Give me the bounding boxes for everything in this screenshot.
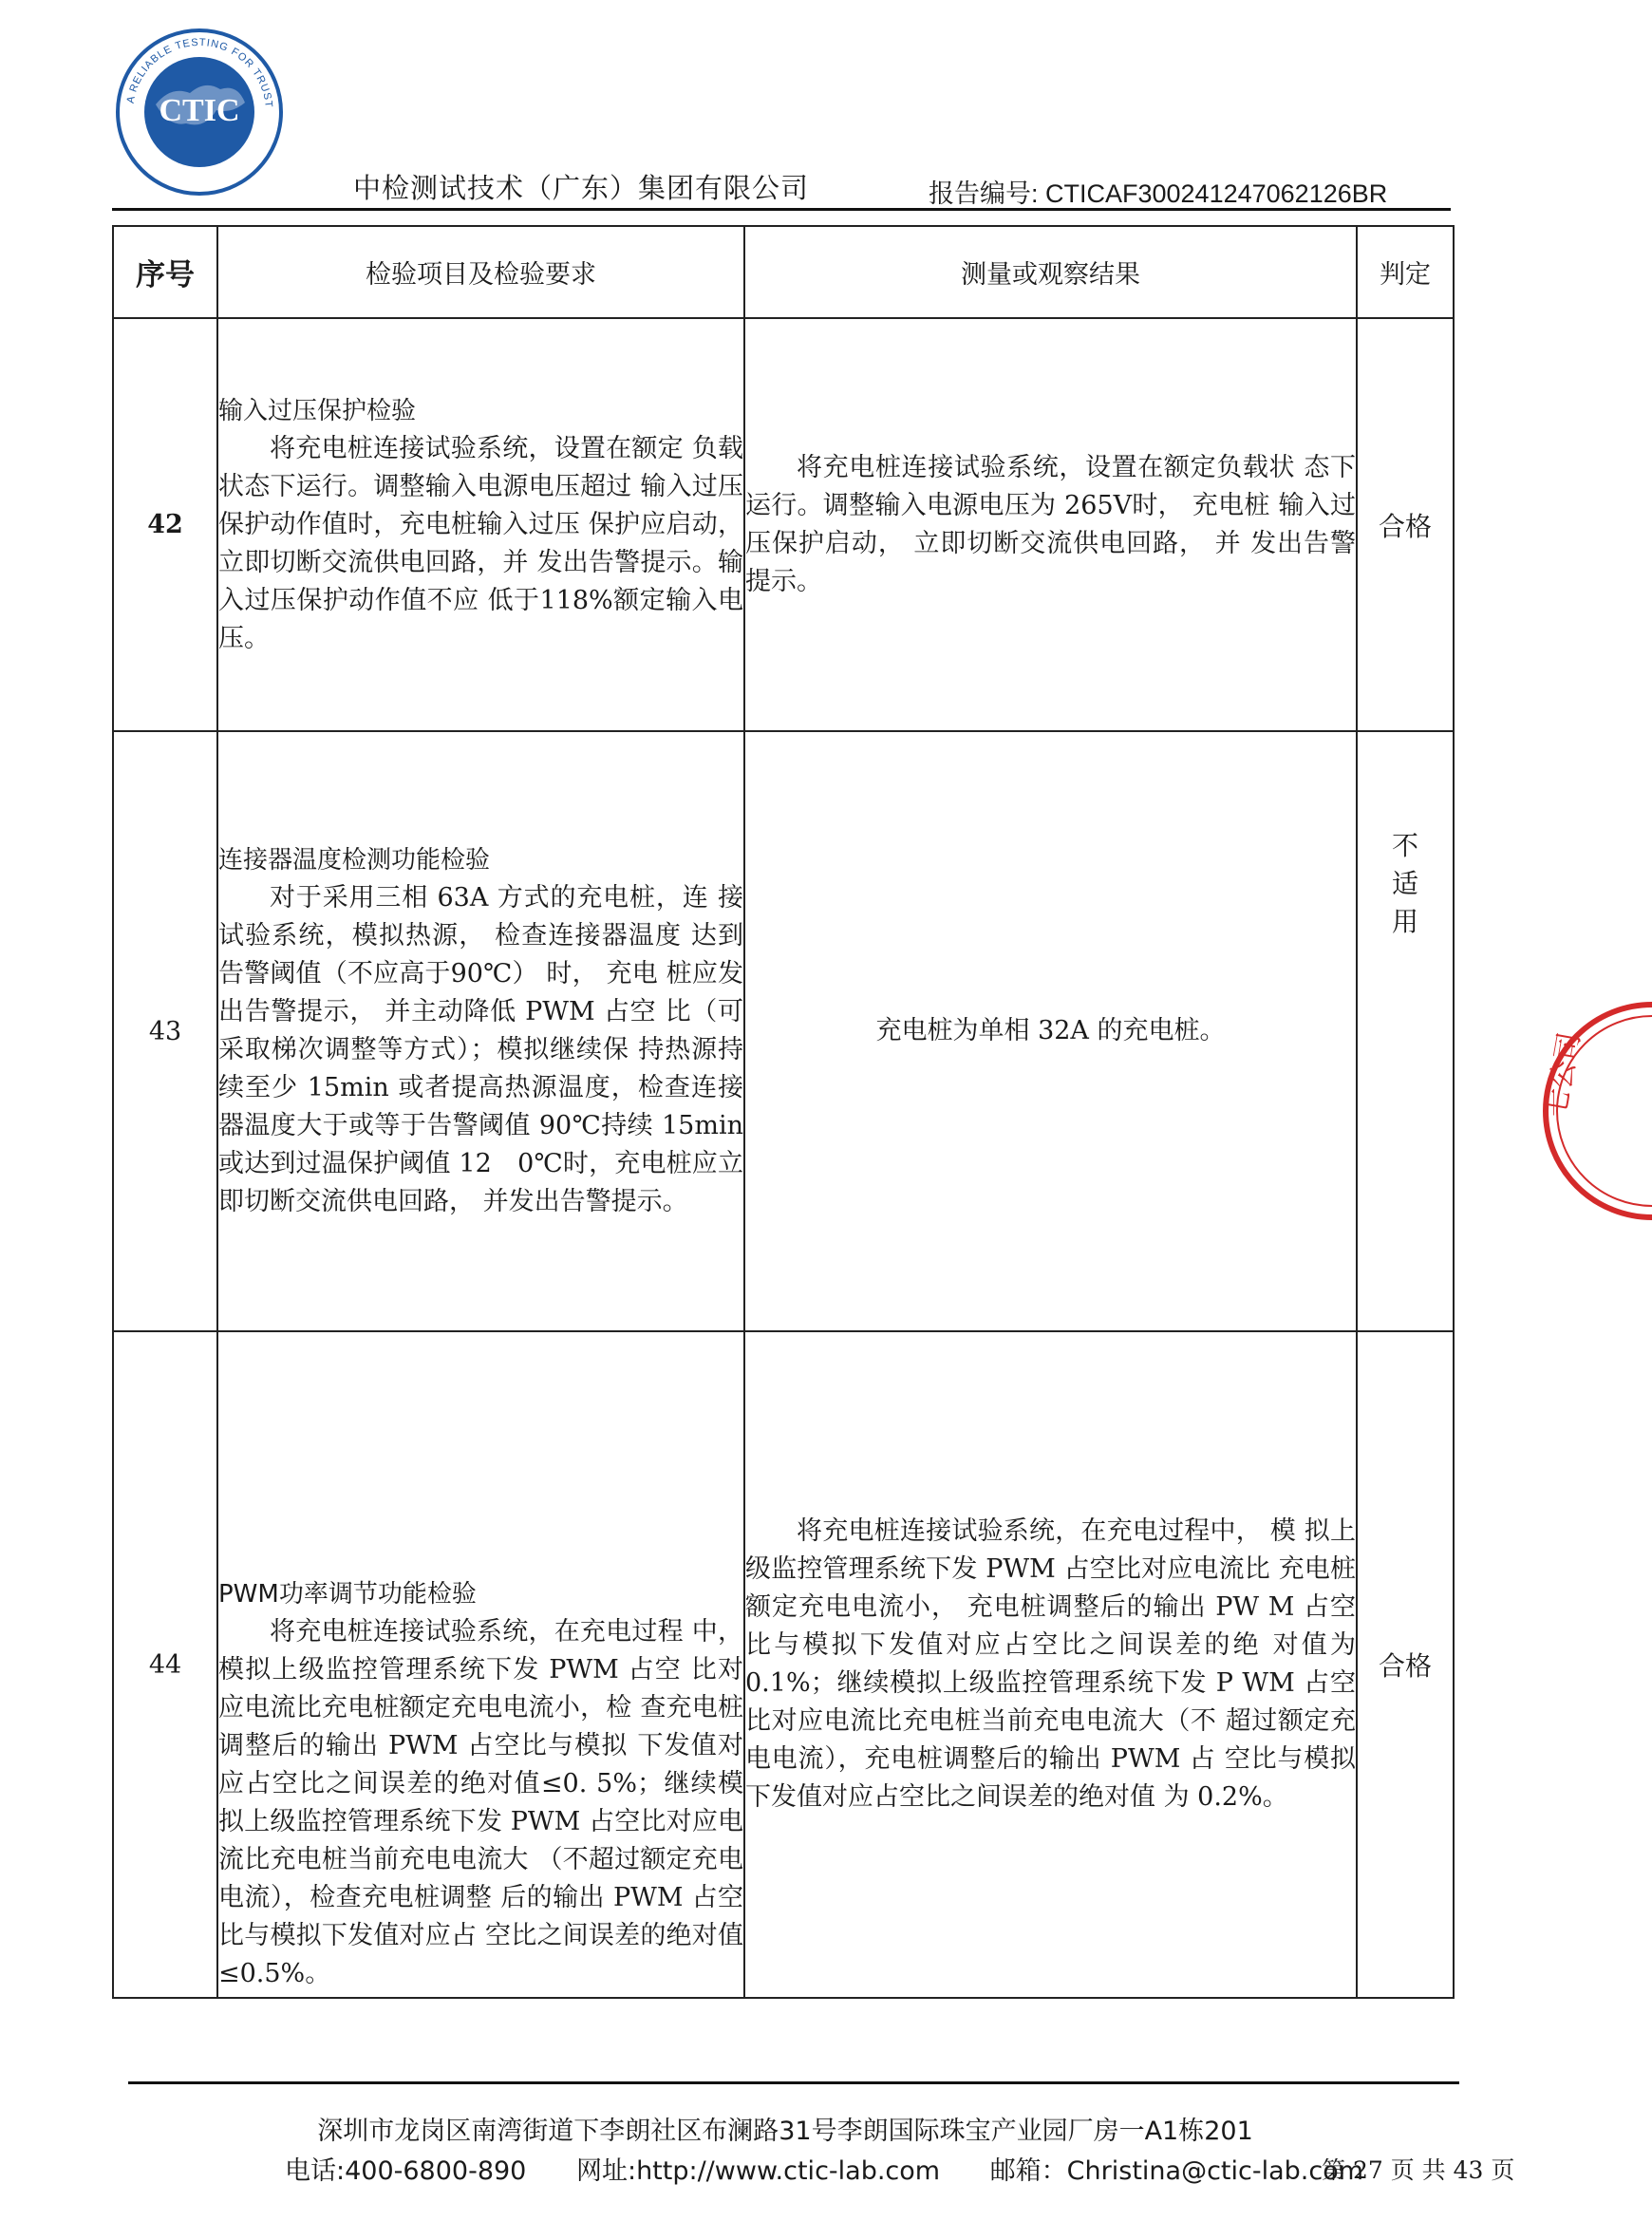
row-requirement <box>217 318 744 731</box>
table-row <box>113 731 1454 1331</box>
result-text: 将充电桩连接试验系统，设置在额定负载状 态下运行。调整输入电源电压为 265V时， 充电桩 输入过压保护启动， 立即切断交流供电回路， 并 发出告警提示。 <box>745 452 1356 596</box>
footer-website[interactable]: 网址:http://www.ctic-lab.com <box>575 2156 941 2186</box>
row-requirement <box>217 1331 744 1998</box>
requirement-text: 将充电桩连接试验系统，在充电过程 中，模拟上级监控管理系统下发 PWM 占空 比对应电流比充电桩额定充电电流小，检 查充电桩调整后的输出 PWM 占空比与模拟 下发值对应占空比之间误差的绝对值≤0. 5%；继续模拟上级监控管理系统下发 PWM 占空比对应电流比充电桩当前充电电流大 （不超过额定充电电流），检查充电桩调整 后的输出 PWM 占空比与模拟下发值对应占 空比之间误差的绝对值≤0.5%。 <box>218 1617 743 1988</box>
verdict-text: 不适用 <box>1391 830 1418 937</box>
header-verdict: 判定 <box>1357 226 1454 318</box>
page-number: 第 27 页 共 43 页 <box>1322 2156 1515 2184</box>
inspection-table <box>112 225 1455 1999</box>
row-result <box>744 1331 1357 1998</box>
table-row <box>113 1331 1454 1998</box>
result-text: 充电桩为单相 32A 的充电桩。 <box>875 1016 1226 1045</box>
header-rule <box>112 208 1451 211</box>
row-number: 43 <box>113 731 217 1331</box>
footer-phone: 电话:400-6800-890 <box>285 2156 527 2186</box>
result-text: 将充电桩连接试验系统，在充电过程中， 模 拟上级监控管理系统下发 PWM 占空比对应电流比 充电桩额定充电电流小， 充电桩调整后的输出 PW M 占空比与模拟下发值对应占空比之间误差的绝 对值为 0.1%；继续模拟上级监控管理系统下发 P WM 占空比对应电流比充电桩当前充电电流大（不 超过额定充电电流），充电桩调整后的输出 PWM 占 空比与模拟下发值对应占空比之间误差的绝对值 为 0.2%。 <box>745 1516 1356 1812</box>
company-seal <box>1538 997 1652 1225</box>
requirement-text: 对于采用三相 63A 方式的充电桩，连 接试验系统，模拟热源， 检查连接器温度 达到告警阈值（不应高于90℃） 时， 充电 桩应发出告警提示， 并主动降低 PWM 占空 比（可采取梯次调整等方式）；模拟继续保 持热源持续至少 15min 或者提高热源温度，检查连接器温度大于或等于告警阈值 90℃持续 15min 或达到过温保护阈值 12 0℃时，充电桩应立即切断交流供电回路， 并发出告警提示。 <box>218 883 743 1216</box>
row-number: 44 <box>113 1331 217 1998</box>
row-verdict <box>1357 731 1454 1331</box>
table-header-row <box>113 226 1454 318</box>
table-row <box>113 318 1454 731</box>
footer-contact <box>285 2150 1405 2187</box>
row-result <box>744 318 1357 731</box>
item-title: PWM功率调节功能检验 <box>218 1580 477 1609</box>
row-verdict: 合格 <box>1357 318 1454 731</box>
row-number: 42 <box>113 318 217 731</box>
header-result: 测量或观察结果 <box>744 226 1357 318</box>
row-requirement <box>217 731 744 1331</box>
header-requirement: 检验项目及检验要求 <box>217 226 744 318</box>
logo-text: CTIC <box>159 93 240 128</box>
item-title: 输入过压保护检验 <box>218 396 417 425</box>
item-title: 连接器温度检测功能检验 <box>218 846 491 875</box>
footer-rule <box>128 2081 1459 2084</box>
footer-address: 深圳市龙岗区南湾街道下李朗社区布澜路31号李朗国际珠宝产业园厂房一A1栋201 <box>317 2117 1253 2146</box>
report-number: 报告编号: CTICAF300241247062126BR <box>929 179 1388 208</box>
company-name: 中检测试技术（广东）集团有限公司 <box>353 172 810 204</box>
seal-text: 七公司 <box>1539 1029 1587 1120</box>
ctic-logo <box>114 27 285 198</box>
row-verdict: 合格 <box>1357 1331 1454 1998</box>
footer-email[interactable]: 邮箱：Christina@ctic-lab.com <box>989 2156 1364 2186</box>
header-seq: 序号 <box>113 226 217 318</box>
logo-ring-text: A RELIABLE TESTING FOR TRUST <box>124 36 274 109</box>
row-result <box>744 731 1357 1331</box>
requirement-text: 将充电桩连接试验系统，设置在额定 负载状态下运行。调整输入电源电压超过 输入过压保护动作值时，充电桩输入过压 保护应启动，立即切断交流供电回路，并 发出告警提示。输入过压保护动作值不应 低于118%额定输入电压。 <box>218 433 743 653</box>
